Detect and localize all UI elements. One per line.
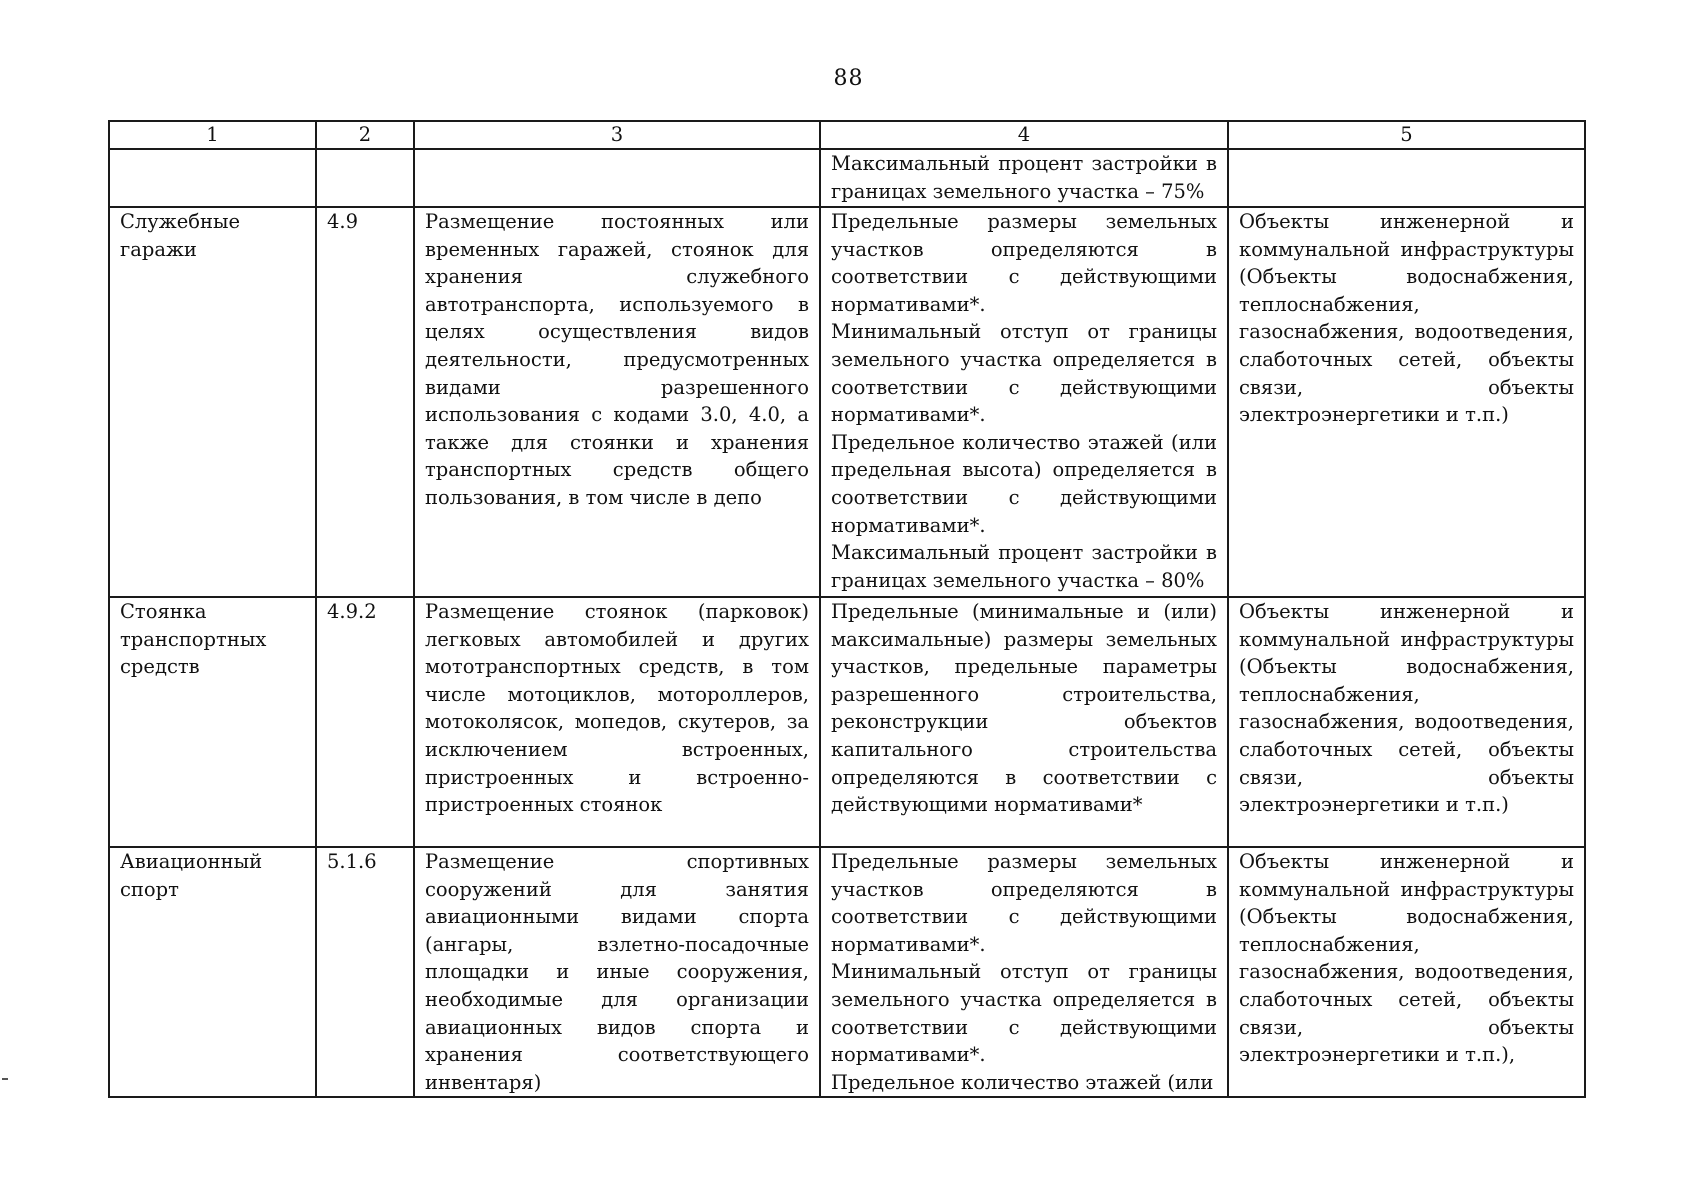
cell-auxiliary: Объекты инженерной и коммунальной инфраструктуры (Объекты водоснабжения, теплоснабжения, газоснабжения, водоотведения, слаботочных сетей, объекты связи, объекты электроэнергетики и т.п.) <box>1228 597 1585 847</box>
cell-name: Стоянка транспортных средств <box>109 597 316 847</box>
table-header-row <box>109 121 1585 149</box>
cell-code: 4.9 <box>316 207 414 597</box>
cell-name <box>109 149 316 207</box>
cell-name: Служебные гаражи <box>109 207 316 597</box>
parameter-line: Минимальный отступ от границы земельного участка определяется в соответствии с действующими нормативами*. <box>831 960 1217 1067</box>
cell-description <box>414 149 820 207</box>
cell-description: Размещение спортивных сооружений для занятия авиационными видами спорта (ангары, взлетно-посадочные площадки и иные сооружения, необходимые для организации авиационных видов спорта и хранения соответствующего инвентаря) <box>414 847 820 1097</box>
column-header-5: 5 <box>1228 121 1585 149</box>
column-header-2: 2 <box>316 121 414 149</box>
cell-code <box>316 149 414 207</box>
cell-auxiliary: Объекты инженерной и коммунальной инфраструктуры (Объекты водоснабжения, теплоснабжения, газоснабжения, водоотведения, слаботочных сетей, объекты связи, объекты электроэнергетики и т.п.) <box>1228 207 1585 597</box>
column-header-3: 3 <box>414 121 820 149</box>
parameter-line: Предельное количество этажей (или <box>831 1070 1214 1094</box>
parameter-line: Предельные размеры земельных участков определяются в соответствии с действующими нормативами*. <box>831 210 1217 316</box>
parameter-line: Предельные размеры земельных участков определяются в соответствии с действующими нормативами*. <box>831 850 1217 956</box>
cell-code: 4.9.2 <box>316 597 414 847</box>
parameter-line: Минимальный отступ от границы земельного участка определяется в соответствии с действующими нормативами*. <box>831 320 1217 427</box>
zoning-table <box>108 120 1586 1098</box>
cell-parameters: Максимальный процент застройки в границах земельного участка – 75% <box>820 149 1228 207</box>
cell-description: Размещение постоянных или временных гаражей, стоянок для хранения служебного автотранспорта, используемого в целях осуществления видов деятельности, предусмотренных видами разрешенного использования с кодами 3.0, 4.0, а также для стоянки и хранения транспортных средств общего пользования, в том числе в депо <box>414 207 820 597</box>
parameter-line: Максимальный процент застройки в границах земельного участка – 80% <box>831 541 1217 592</box>
parameter-line: Предельные (минимальные и (или) максимальные) размеры земельных участков, предельные параметры разрешенного строительства, реконструкции объектов капитального строительства определяются в соответствии с действующими нормативами* <box>831 600 1217 817</box>
scan-margin-mark <box>2 1078 8 1080</box>
page-number: 88 <box>833 66 864 91</box>
cell-code: 5.1.6 <box>316 847 414 1097</box>
column-header-1: 1 <box>109 121 316 149</box>
column-header-4: 4 <box>820 121 1228 149</box>
cell-auxiliary: Объекты инженерной и коммунальной инфраструктуры (Объекты водоснабжения, теплоснабжения, газоснабжения, водоотведения, слаботочных сетей, объекты связи, объекты электроэнергетики и т.п.), <box>1228 847 1585 1097</box>
table-row <box>109 597 1585 847</box>
cell-parameters <box>820 207 1228 597</box>
cell-auxiliary <box>1228 149 1585 207</box>
cell-name: Авиационный спорт <box>109 847 316 1097</box>
parameter-line: Предельное количество этажей (или предельная высота) определяется в соответствии с действующими нормативами*. <box>831 430 1217 537</box>
cell-parameters <box>820 847 1228 1097</box>
table-row-continuation <box>109 149 1585 207</box>
cell-description: Размещение стоянок (парковок) легковых автомобилей и других мототранспортных средств, в том числе мотоциклов, мотороллеров, мотоколясок, мопедов, скутеров, за исключением встроенных, пристроенных и встроенно-пристроенных стоянок <box>414 597 820 847</box>
cell-parameters <box>820 597 1228 847</box>
table-row <box>109 207 1585 597</box>
table-row <box>109 847 1585 1097</box>
